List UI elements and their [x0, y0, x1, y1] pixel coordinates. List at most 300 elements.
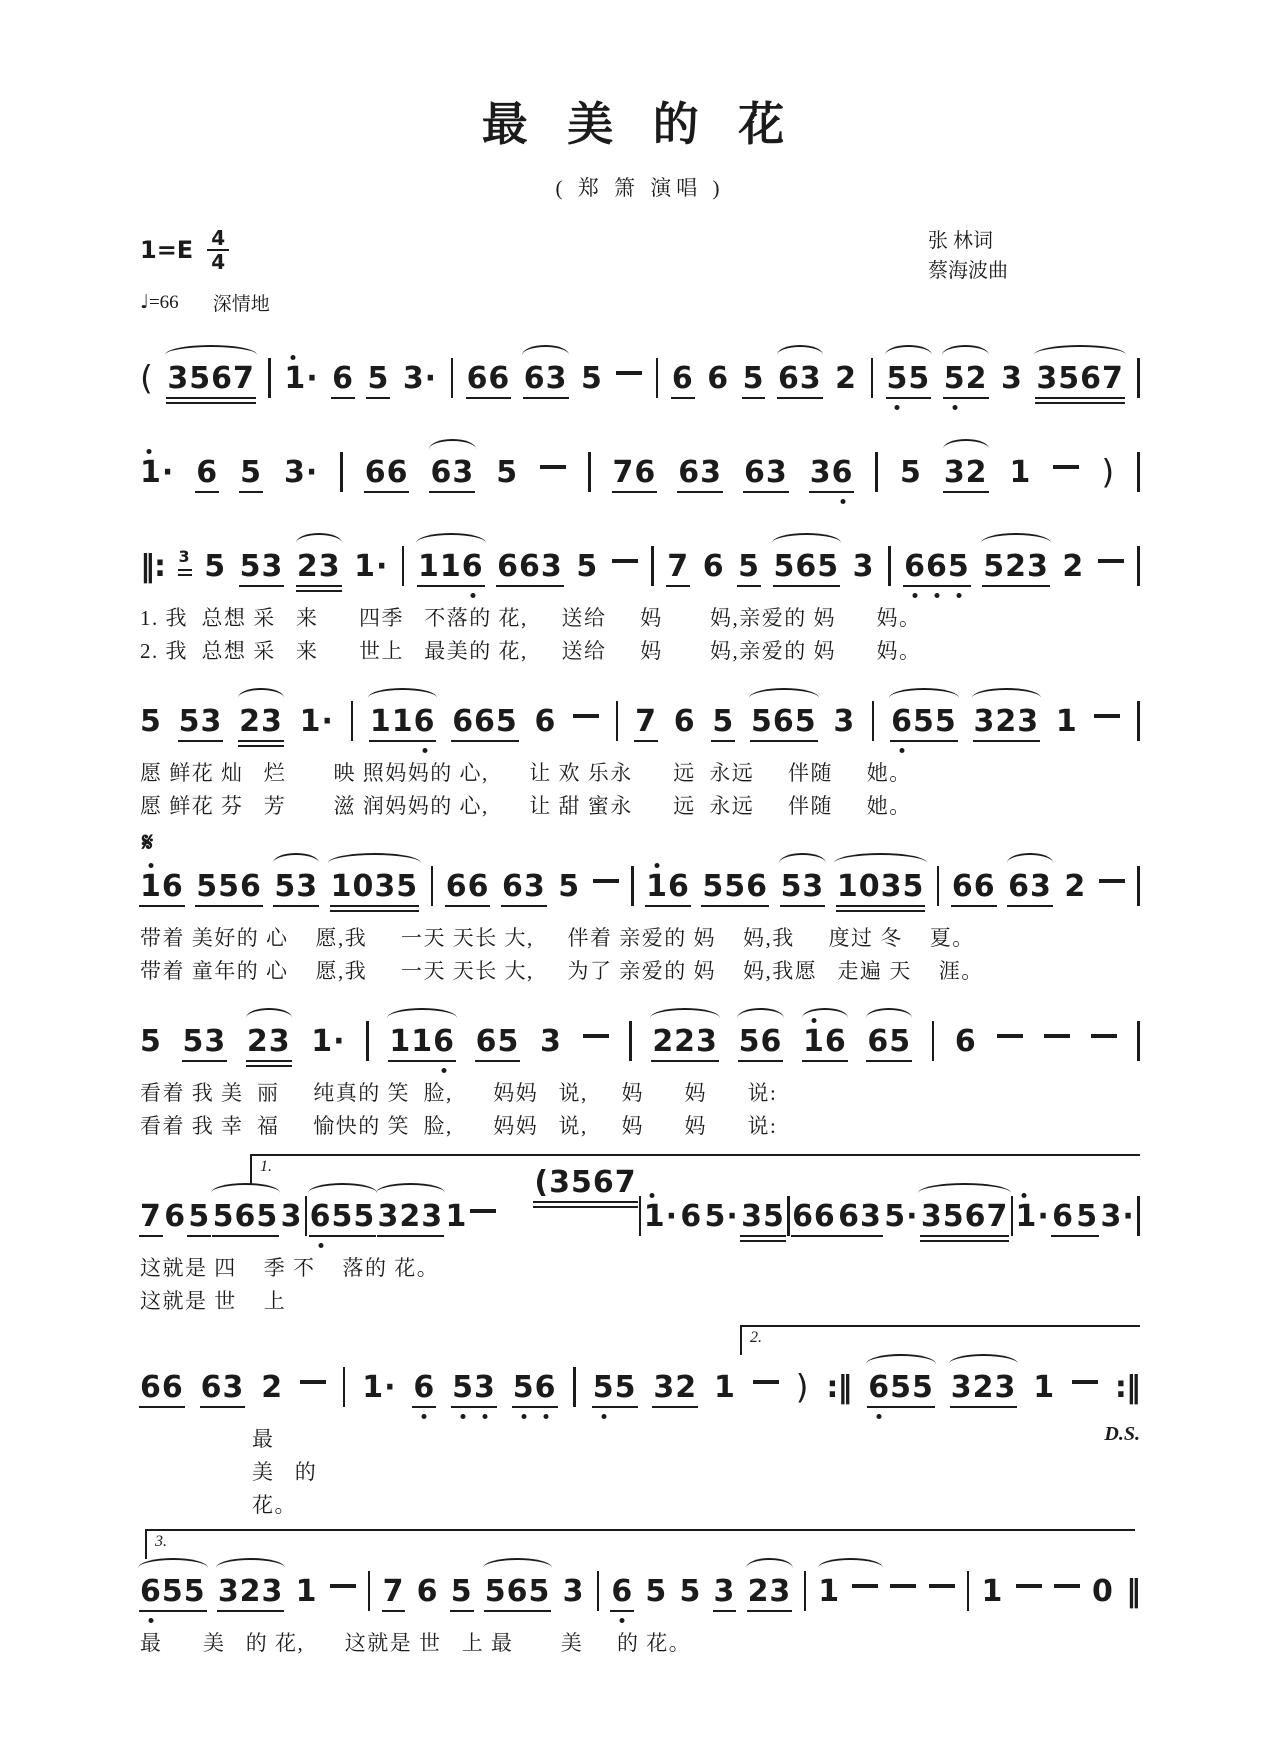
note-digits: 63: [501, 869, 546, 905]
note-token: [295, 1574, 318, 1610]
note-digits: (3567: [534, 1165, 637, 1201]
note-digits: 3·: [283, 455, 319, 490]
note-token: [246, 1024, 291, 1060]
note-digits: 63: [678, 455, 723, 490]
note-token: [296, 549, 341, 584]
barline: [268, 358, 271, 398]
note-token: [836, 869, 925, 905]
beam-line: [364, 491, 410, 494]
barline: [787, 1196, 790, 1236]
time-signature-denominator: 4: [211, 250, 226, 275]
note-digits: 1: [1055, 704, 1078, 740]
note-token: [178, 704, 223, 740]
lyric-line: 看着 我 美 丽 纯真的 笑 脸, 妈妈 说, 妈 妈 说:: [140, 1081, 778, 1106]
beam-line: [920, 1235, 1010, 1238]
lyric-line: 这就是 世 上: [140, 1288, 287, 1313]
beam-line: [652, 1406, 698, 1409]
note-token: [678, 455, 723, 490]
note-token: [954, 1024, 977, 1060]
note-token: [679, 1574, 702, 1610]
octave-dot-below: [913, 593, 918, 598]
note-token: [512, 1370, 557, 1406]
beam-line: [1035, 397, 1125, 400]
note-digits: 3: [1000, 361, 1023, 396]
beam-line: [750, 740, 818, 743]
note-digits: ): [1101, 452, 1116, 491]
note-token: [884, 1199, 919, 1235]
note-digits: 5: [558, 869, 581, 905]
beam-line: [713, 1610, 737, 1613]
beam-line: [886, 397, 932, 400]
note-token: [714, 1370, 736, 1406]
beam-line: [139, 905, 185, 908]
note-token: [643, 1199, 679, 1235]
note-digits: 6: [611, 1574, 634, 1610]
note-digits: 323: [377, 1199, 444, 1235]
octave-dot-below: [601, 1414, 606, 1419]
barline: [937, 866, 940, 906]
beam-line: [780, 905, 826, 908]
note-token: [852, 549, 875, 584]
note-token: [741, 1199, 785, 1235]
barline: [366, 1021, 369, 1061]
beam-line: [475, 1060, 521, 1063]
lyric-line: 看着 我 幸 福 愉快的 笑 脸, 妈妈 说, 妈 妈 说:: [140, 1113, 778, 1138]
note-digits: 6: [196, 455, 219, 490]
note-digits: 53: [452, 1370, 496, 1406]
note-digits: 52: [943, 361, 988, 396]
barline: [656, 358, 659, 398]
note-token: [973, 704, 1040, 740]
slur-arc: [866, 1354, 936, 1365]
octave-dot-below: [422, 1414, 427, 1419]
note-digits: 6: [332, 361, 354, 396]
note-digits: 1·: [299, 704, 334, 740]
beam-line: [836, 905, 926, 908]
note-token: [418, 549, 484, 584]
note-digits: 5: [742, 361, 765, 396]
barline: [402, 546, 405, 586]
note-token: [1076, 1199, 1099, 1235]
note-digits: 556: [196, 869, 262, 905]
lyric-line: 带着 童年的 心 愿,我 一天 天长 大, 为了 亲爱的 妈 妈,我愿 走遍 天 涯。: [140, 958, 984, 983]
note-token: [430, 455, 475, 490]
note-token: [747, 1574, 792, 1610]
repeat-end-barline: :‖: [826, 1370, 852, 1406]
note-digits: 2: [835, 361, 858, 396]
lyrics-column: [140, 602, 922, 667]
dash-note: [330, 1584, 356, 1588]
note-digits: 5: [899, 455, 922, 490]
slur-arc: [387, 1008, 457, 1019]
note-token: [389, 1024, 455, 1060]
beam-line: [217, 1610, 285, 1613]
octave-dot-below: [482, 1414, 487, 1419]
note-digits: 3567: [920, 1199, 1009, 1235]
note-digits: 655: [868, 1370, 934, 1406]
note-digits: 6: [680, 1199, 703, 1235]
note-digits: 3: [852, 549, 875, 584]
note-digits: 5: [738, 549, 760, 584]
system-8: [140, 1323, 1140, 1521]
lyric-line: 愿 鲜花 芬 芳 滋 润妈妈的 心, 让 甜 蜜永 远 永远 伴随 她。: [140, 793, 912, 818]
note-token: [652, 1024, 718, 1060]
octave-dot-below: [543, 1414, 548, 1419]
note-digits: 23: [747, 1574, 792, 1610]
note-token: [1009, 455, 1032, 490]
slur-arc: [942, 345, 988, 356]
beam-line: [1075, 1235, 1099, 1238]
note-token: [838, 1199, 882, 1235]
lyrics-block: [140, 757, 1140, 822]
barline: [1137, 452, 1140, 492]
note-digits: 6: [416, 1574, 439, 1610]
note-digits: 5: [581, 361, 603, 396]
slur-arc: [376, 1183, 446, 1194]
note-digits: 1: [1033, 1370, 1056, 1406]
score-meta: [140, 228, 1140, 314]
note-token: [780, 869, 825, 905]
beam-line: [388, 1060, 456, 1063]
note-digits: 6: [673, 704, 696, 740]
barline: [588, 452, 591, 492]
note-token: [140, 1199, 162, 1235]
note-digits: 16: [140, 869, 184, 905]
lyric-line: 愿 鲜花 灿 烂 映 照妈妈的 心, 让 欢 乐永 远 永远 伴随 她。: [140, 761, 912, 786]
beam-line: [484, 1610, 552, 1613]
note-digits: 3: [280, 1199, 303, 1235]
note-token: [261, 1370, 284, 1406]
note-digits: 6: [702, 549, 725, 584]
beam-line: [273, 905, 319, 908]
note-digits: 5: [1076, 1199, 1099, 1235]
slur-arc: [308, 1183, 378, 1194]
dash-note: [300, 1380, 326, 1384]
note-token: [867, 1024, 912, 1060]
beam-line: [738, 1060, 784, 1063]
dash-note: [573, 714, 599, 718]
note-token: [497, 549, 563, 584]
beam-line: [246, 1065, 292, 1068]
note-token: [534, 704, 557, 740]
system-3: [140, 522, 1140, 667]
composer-credit: 蔡海波曲: [928, 260, 1008, 282]
lyrics-block: [140, 602, 1140, 667]
beam-line: [309, 1235, 377, 1238]
dash-note: [1098, 559, 1124, 563]
pickup-note: [534, 1165, 637, 1201]
note-digits: 5: [645, 1574, 668, 1610]
note-digits: 23: [296, 549, 341, 584]
barline: [631, 866, 634, 906]
beam-line: [166, 397, 256, 400]
note-token: [943, 361, 988, 396]
beam-line: [238, 745, 284, 748]
note-token: [284, 361, 319, 396]
barline: [573, 1367, 576, 1407]
beam-line: [330, 910, 420, 913]
barline: [872, 701, 875, 741]
beam-line: [366, 397, 390, 400]
note-token: [280, 1199, 303, 1235]
note-digits: 3: [540, 1024, 562, 1060]
slur-arc: [779, 853, 825, 864]
barline: [1137, 701, 1140, 741]
note-token: [369, 704, 436, 740]
note-token: [140, 1370, 184, 1406]
note-token: [773, 549, 840, 584]
slur-arc: [211, 1183, 281, 1194]
song-title: 最 美 的 花: [481, 99, 799, 150]
score: [140, 334, 1140, 1660]
beam-line: [238, 740, 284, 743]
beam-line: [377, 1235, 445, 1238]
lyric-line: 带着 美好的 心 愿,我 一天 天长 大, 伴着 亲爱的 妈 妈,我 度过 冬 夏。: [140, 926, 975, 951]
beam-line: [982, 585, 1050, 588]
beam-line: [1035, 402, 1125, 405]
grace-note: [179, 549, 191, 566]
quarter-note-icon: ♩: [140, 290, 149, 313]
dash-note: [1094, 714, 1120, 718]
beam-line: [711, 740, 735, 743]
note-digits: 1: [714, 1370, 736, 1406]
note-token: [611, 1574, 634, 1610]
note-token: [188, 1199, 211, 1235]
note-digits: 655: [140, 1574, 206, 1610]
note-digits: 76: [612, 455, 657, 490]
note-token: [1052, 1199, 1074, 1235]
note-token: [667, 549, 690, 584]
system-9: [140, 1527, 1140, 1660]
note-digits: 5: [679, 1574, 702, 1610]
note-token: [981, 1574, 1004, 1610]
note-digits: 56: [738, 1024, 783, 1060]
octave-dot-above: [650, 1193, 655, 1198]
note-token: [646, 869, 690, 905]
beam-line: [445, 905, 491, 908]
note-digits: 5·: [884, 1199, 919, 1235]
beam-line: [182, 1060, 228, 1063]
beam-line: [466, 397, 512, 400]
note-token: [140, 1574, 206, 1610]
note-digits: 7: [635, 704, 657, 740]
tempo-row: [140, 289, 1140, 316]
note-digits: 116: [389, 1024, 455, 1060]
beam-line: [451, 1406, 497, 1409]
note-digits: 53: [274, 869, 319, 905]
note-digits: 565: [750, 704, 817, 740]
dash-note: [997, 1034, 1023, 1038]
slur-arc: [273, 853, 319, 864]
barline: [1137, 1196, 1140, 1236]
paren: [140, 358, 154, 397]
lyric-line: 2. 我 总想 采 来 世上 最美的 花, 送给 妈 妈,亲爱的 妈 妈。: [140, 638, 922, 663]
barline: [629, 1021, 632, 1061]
lyrics-column: [140, 1077, 777, 1142]
beam-line: [429, 491, 475, 494]
note-token: [196, 869, 262, 905]
beam-line: [747, 1610, 793, 1613]
note-token: [558, 869, 581, 905]
note-token: [868, 1370, 934, 1406]
dash-note: [593, 879, 619, 883]
ending-bracket: [250, 1154, 1140, 1184]
note-token: [364, 455, 409, 490]
dash-note: [1053, 465, 1079, 469]
note-digits: 655: [309, 1199, 376, 1235]
note-token: [645, 1574, 668, 1610]
note-digits: 16: [802, 1024, 847, 1060]
note-token: [592, 1370, 637, 1406]
note-digits: 63: [838, 1199, 882, 1235]
system-6: [140, 997, 1140, 1142]
note-digits: 1·: [643, 1199, 679, 1235]
beam-line: [836, 910, 926, 913]
note-token: [904, 549, 970, 584]
note-token: [742, 361, 765, 396]
note-digits: ): [795, 1367, 810, 1407]
beam-line: [139, 1610, 207, 1613]
note-digits: 1035: [330, 869, 419, 905]
note-token: [204, 549, 227, 584]
note-digits: 116: [369, 704, 436, 740]
beam-line: [501, 905, 547, 908]
beam-line: [645, 905, 691, 908]
beam-line: [777, 397, 823, 400]
note-token: [576, 549, 599, 584]
note-digits: 66: [466, 361, 511, 396]
slur-arc: [772, 533, 842, 544]
note-digits: 5: [450, 1574, 473, 1610]
barline: [804, 1571, 807, 1611]
beam-line: [200, 1406, 246, 1409]
note-token: [140, 869, 184, 905]
repeat-begin-barline: ‖:: [140, 549, 165, 584]
octave-dot-above: [146, 449, 151, 454]
notation-row: [140, 428, 1140, 508]
octave-dot-below: [318, 1243, 323, 1248]
beam-line: [773, 585, 841, 588]
slur-arc: [650, 1008, 720, 1019]
barline: [431, 866, 434, 906]
note-digits: 665: [904, 549, 970, 584]
segno-icon: 𝄋: [142, 828, 154, 859]
slur-arc: [416, 533, 486, 544]
note-digits: 565: [484, 1574, 551, 1610]
slur-arc: [777, 345, 823, 356]
note-token: [239, 704, 283, 740]
note-digits: 5·: [704, 1199, 739, 1235]
note-token: [1062, 549, 1085, 584]
notation-row: [140, 832, 1140, 922]
barline: [1137, 358, 1140, 398]
note-digits: 1·: [311, 1024, 346, 1060]
beam-line: [791, 1235, 837, 1238]
note-token: [140, 1024, 162, 1060]
note-token: [452, 704, 518, 740]
note-digits: 3567: [167, 361, 255, 396]
octave-dot-below: [442, 1068, 447, 1073]
beam-line: [1051, 1235, 1075, 1238]
beam-line: [195, 905, 263, 908]
octave-dot-below: [934, 593, 939, 598]
beam-line: [369, 740, 437, 743]
barline: [1137, 546, 1140, 586]
note-token: [792, 1199, 836, 1235]
slur-arc: [216, 1558, 286, 1569]
note-token: [239, 549, 284, 584]
note-token: [680, 1199, 703, 1235]
octave-dot-below: [895, 405, 900, 410]
note-digits: 63: [777, 361, 822, 396]
lyrics-block: [140, 1077, 1140, 1142]
lyrics-column: [140, 1423, 331, 1521]
note-digits: 323: [217, 1574, 284, 1610]
note-token: [416, 1574, 439, 1610]
beam-line: [533, 1201, 637, 1204]
note-digits: 16: [646, 869, 690, 905]
note-token: [1055, 704, 1078, 740]
beam-line: [212, 1235, 280, 1238]
note-token: [402, 361, 438, 396]
note-token: [777, 361, 822, 396]
dash-note: [1054, 1584, 1080, 1588]
beam-line: [239, 491, 263, 494]
note-digits: 23: [246, 1024, 291, 1060]
slur-arc: [885, 345, 931, 356]
beam-line: [1007, 905, 1053, 908]
note-digits: 32: [943, 455, 988, 490]
note-digits: 5: [204, 549, 227, 584]
paren: [1101, 452, 1116, 491]
note-digits: 53: [239, 549, 284, 584]
note-digits: 55: [592, 1370, 637, 1406]
barline: [888, 546, 891, 586]
beam-line: [701, 905, 769, 908]
note-digits: 3567: [1036, 361, 1124, 396]
dash-note: [612, 559, 638, 563]
beam-line: [187, 1235, 211, 1238]
note-digits: 3: [713, 1574, 736, 1610]
note-token: [299, 704, 334, 740]
note-token: [704, 1199, 739, 1235]
beam-line: [890, 740, 958, 743]
slur-arc: [866, 1008, 912, 1019]
slur-arc: [1034, 345, 1127, 356]
octave-dot-below: [521, 1414, 526, 1419]
note-digits: 2: [1064, 869, 1087, 905]
beam-line: [943, 397, 989, 400]
slur-arc: [746, 1558, 792, 1569]
credits: [928, 226, 1008, 286]
note-token: [1033, 1370, 1056, 1406]
note-digits: 66: [445, 869, 490, 905]
beam-line: [742, 397, 766, 400]
note-token: [1091, 1574, 1114, 1610]
beam-line: [666, 585, 690, 588]
note-digits: 66: [951, 869, 996, 905]
system-4: [140, 677, 1140, 822]
note-token: [377, 1199, 444, 1235]
octave-dot-below: [840, 499, 845, 504]
system-7: [140, 1152, 1140, 1317]
performer-subtitle: ( 郑 箫 演唱 ): [555, 176, 725, 200]
beam-line: [166, 402, 256, 405]
slur-arc: [972, 688, 1042, 699]
beam-line: [740, 1240, 786, 1243]
note-digits: 65: [867, 1024, 912, 1060]
barline: [967, 1571, 970, 1611]
